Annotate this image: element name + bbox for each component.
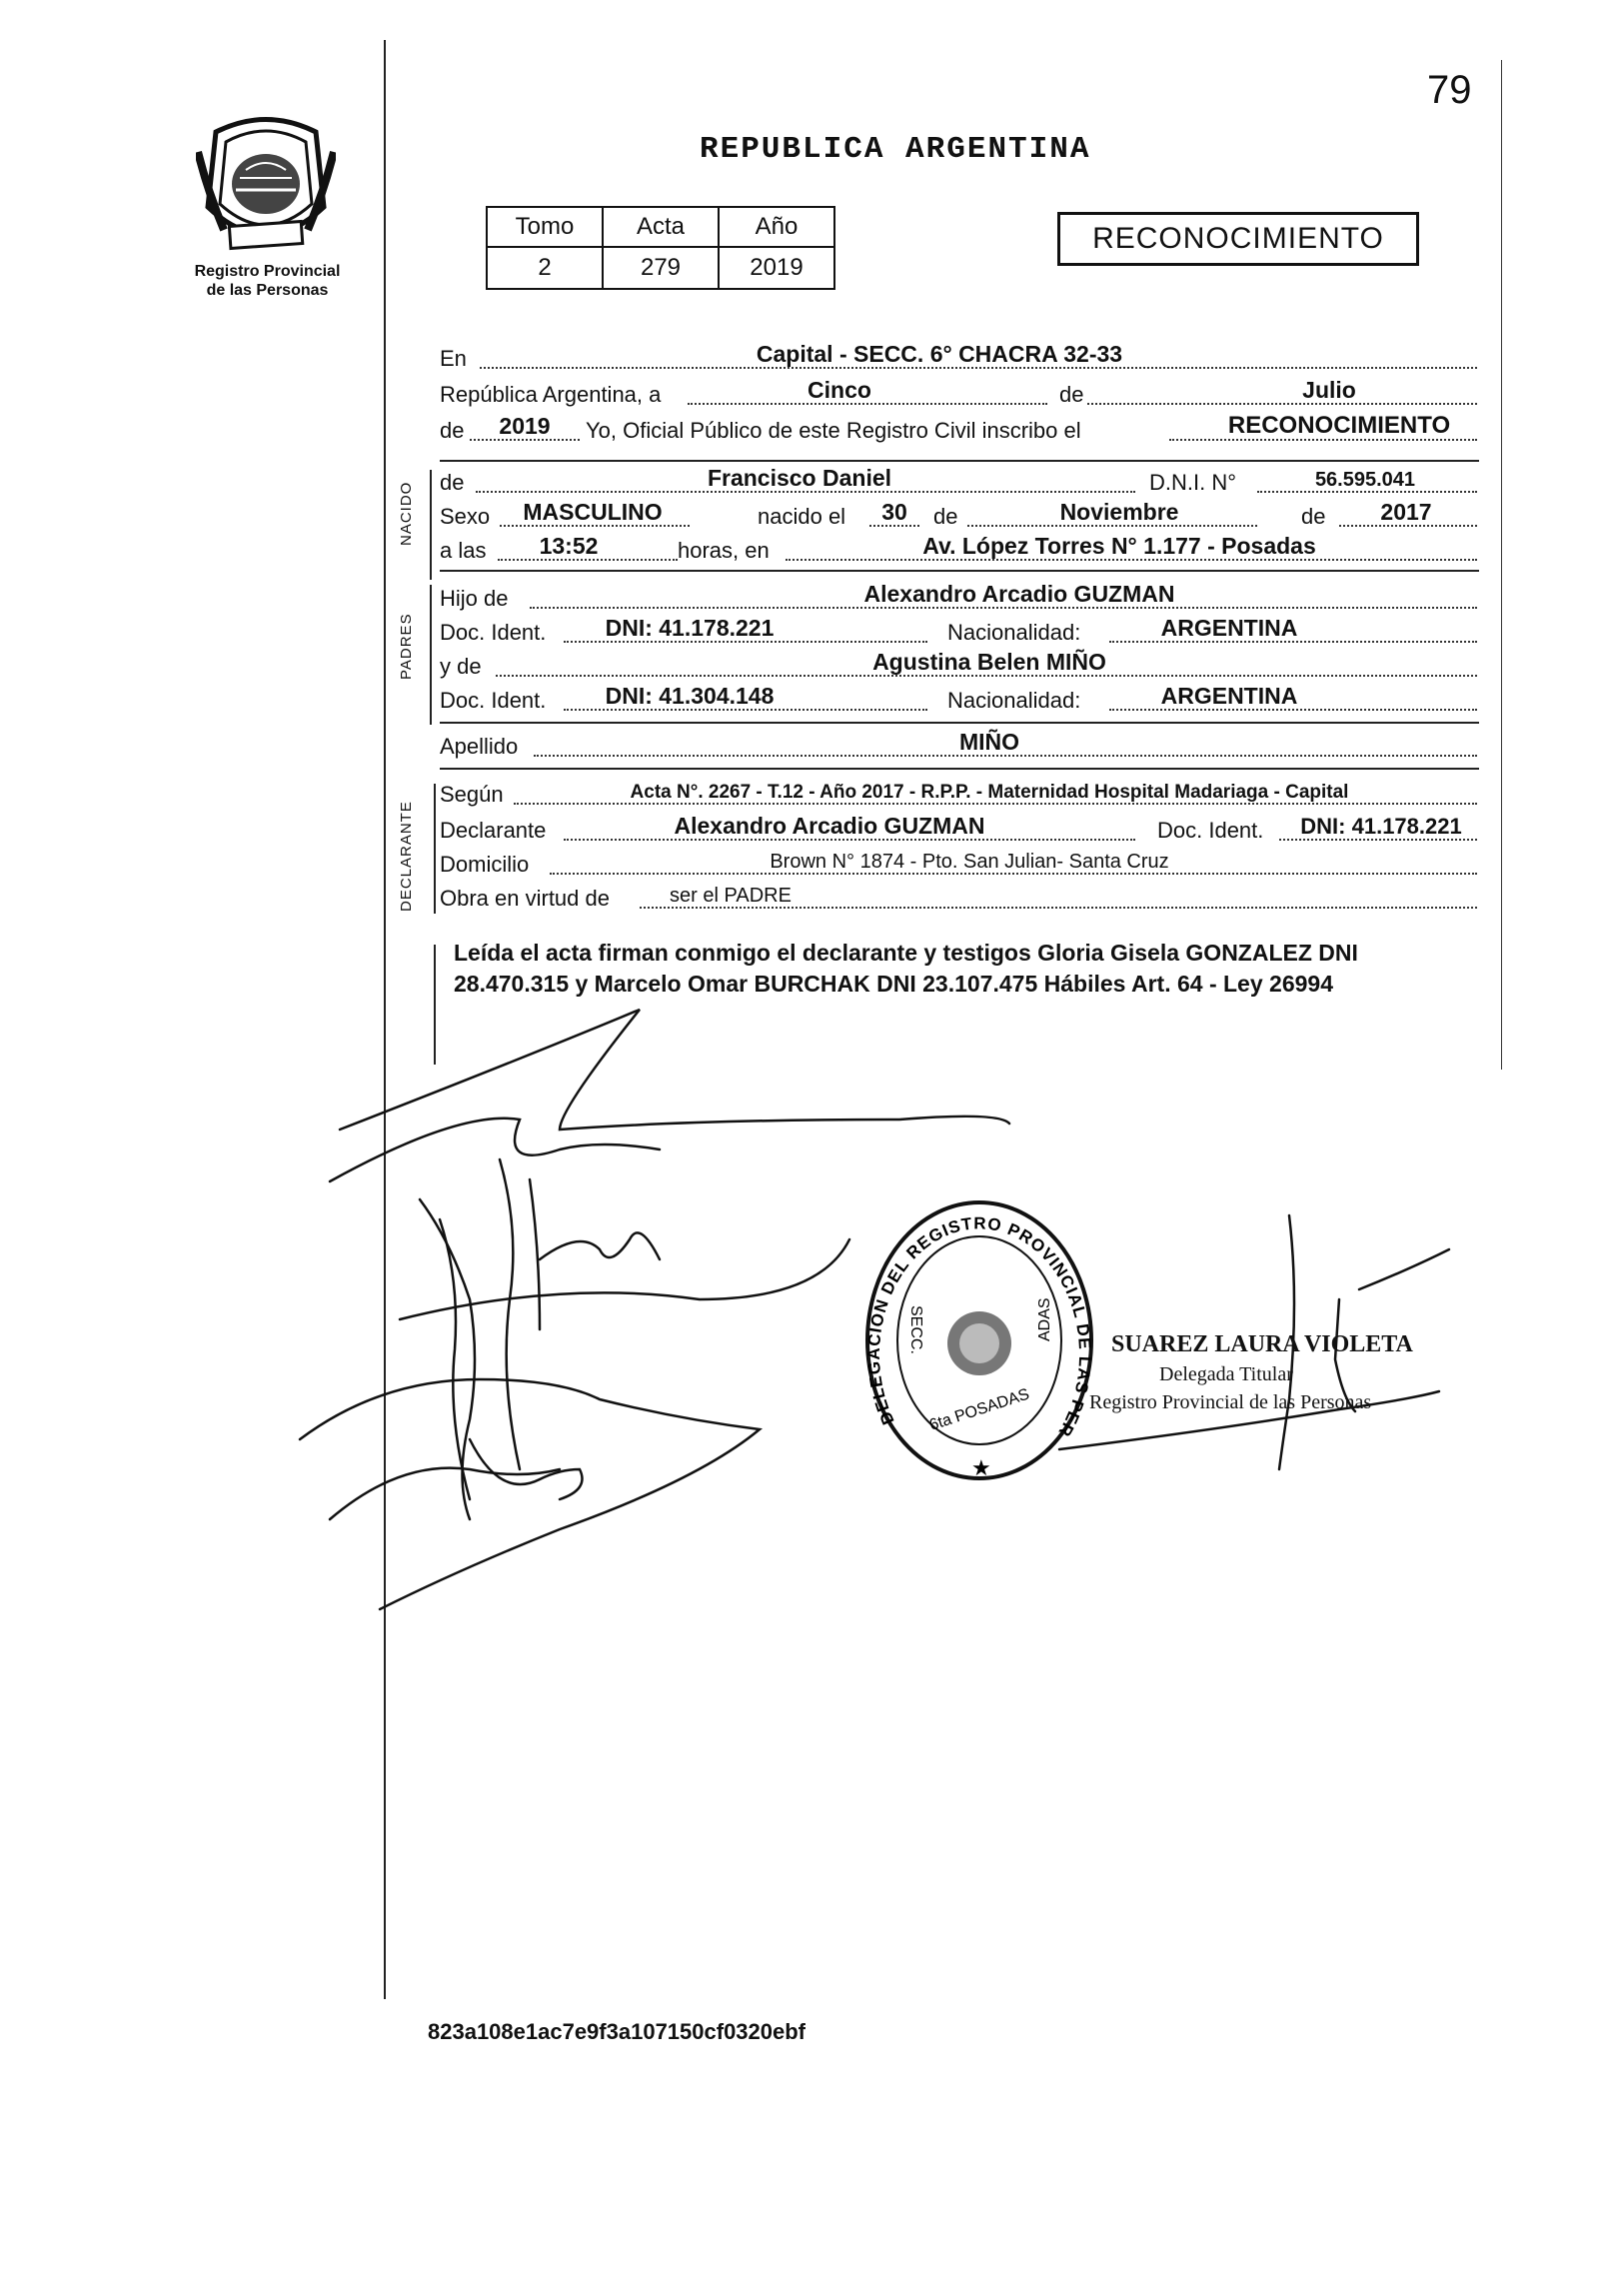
- label-doc-ident: Doc. Ident.: [1157, 818, 1264, 843]
- registry-caption: [180, 262, 355, 300]
- stamp-inner-left: SECC.: [907, 1305, 924, 1354]
- label-en: En: [440, 346, 467, 371]
- section-divider: [440, 722, 1479, 724]
- acta-value: 279: [603, 247, 719, 289]
- section-divider: [440, 768, 1479, 770]
- value-father-nationality: ARGENTINA: [1160, 615, 1298, 641]
- section-divider: [440, 460, 1479, 462]
- value-mother-doc: DNI: 41.304.148: [605, 683, 775, 709]
- row-mother: [440, 648, 1477, 682]
- value-child-dni: 56.595.041: [1314, 469, 1416, 491]
- value-segun: Acta N°. 2267 - T.12 - Año 2017 - R.P.P. - Maternidad Hospital Madariaga - Capital: [630, 782, 1349, 803]
- label-republica: República Argentina, a: [440, 382, 662, 407]
- value-birth-month: Noviembre: [1059, 499, 1179, 525]
- value-father-name: Alexandro Arcadio GUZMAN: [863, 581, 1175, 607]
- tomo-value: 2: [487, 247, 603, 289]
- row-surname: [440, 728, 1477, 762]
- form-left-rule: [434, 945, 436, 1065]
- label-domicilio: Domicilio: [440, 852, 530, 877]
- caption-line-1: Registro Provincial: [194, 263, 341, 280]
- label-nacionalidad: Nacionalidad:: [947, 688, 1081, 713]
- value-mother-name: Agustina Belen MIÑO: [872, 649, 1106, 675]
- label-horas: horas, en: [678, 538, 770, 563]
- row-declarant: [440, 812, 1477, 846]
- ano-header: Año: [719, 207, 834, 247]
- row-time-place: [440, 532, 1477, 566]
- row-place: [440, 340, 1477, 374]
- value-birth-day: 30: [881, 499, 907, 525]
- value-declarant-doc: DNI: 41.178.221: [1300, 814, 1462, 839]
- label-dni: D.N.I. N°: [1149, 470, 1237, 495]
- value-father-doc: DNI: 41.178.221: [605, 615, 775, 641]
- label-de: de: [933, 504, 958, 529]
- row-child: [440, 464, 1477, 498]
- row-father-doc: [440, 614, 1477, 648]
- value-sexo: MASCULINO: [523, 499, 663, 525]
- label-doc-ident: Doc. Ident.: [440, 620, 547, 645]
- row-sex: [440, 498, 1477, 532]
- label-de: de: [1301, 504, 1326, 529]
- value-birth-time: 13:52: [539, 533, 599, 559]
- row-oficial: [440, 412, 1477, 446]
- label-de: de: [440, 470, 465, 495]
- provincial-seal-icon: [196, 112, 336, 262]
- value-child-name: Francisco Daniel: [707, 465, 892, 491]
- value-mother-nationality: ARGENTINA: [1160, 683, 1298, 709]
- stamp-ring-text: DELEGACIÓN DEL REGISTRO PROVINCIAL DE LAS PER: [863, 1213, 1095, 1441]
- value-day: Cinco: [808, 377, 871, 403]
- tomo-header: Tomo: [487, 207, 603, 247]
- value-address: Brown N° 1874 - Pto. San Julian- Santa Cruz: [770, 851, 1169, 873]
- row-date: [440, 376, 1477, 410]
- value-month: Julio: [1302, 377, 1356, 403]
- row-virtue: [440, 880, 1477, 914]
- document-hash: 823a108e1ac7e9f3a107150cf0320ebf: [428, 2019, 807, 2044]
- label-de: de: [440, 418, 465, 443]
- official-registry: Registro Provincial de las Personas: [1089, 1391, 1372, 1413]
- label-declarante: Declarante: [440, 818, 547, 843]
- value-birth-place: Av. López Torres N° 1.177 - Posadas: [922, 533, 1316, 559]
- section-label-nacido: NACIDO: [398, 481, 415, 546]
- section-label-padres: PADRES: [398, 613, 415, 680]
- label-doc-ident: Doc. Ident.: [440, 688, 547, 713]
- section-divider: [440, 570, 1479, 572]
- acta-header: Acta: [603, 207, 719, 247]
- row-address: [440, 846, 1477, 880]
- label-de: de: [1059, 382, 1084, 407]
- document-heading: REPUBLICA ARGENTINA: [700, 132, 1091, 167]
- label-nacionalidad: Nacionalidad:: [947, 620, 1081, 645]
- official-name: SUAREZ LAURA VIOLETA: [1111, 1331, 1413, 1357]
- label-y-de: y de: [440, 654, 482, 679]
- label-a-las: a las: [440, 538, 487, 563]
- official-stamp: [859, 1195, 1099, 1485]
- value-year: 2019: [499, 413, 551, 439]
- page-number: 79: [1427, 68, 1472, 112]
- section-label-declarante: DECLARANTE: [398, 801, 415, 912]
- official-seal-icon: [859, 1195, 1099, 1485]
- right-edge-line: [1501, 60, 1502, 1070]
- value-surname: MIÑO: [958, 729, 1020, 755]
- label-sexo: Sexo: [440, 504, 491, 529]
- official-title: Delegada Titular: [1159, 1363, 1293, 1385]
- stamp-inner-bottom: 6ta POSADAS: [926, 1385, 1032, 1434]
- ano-value: 2019: [719, 247, 834, 289]
- form-left-rule: [434, 784, 436, 914]
- caption-line-2: de las Personas: [206, 282, 329, 299]
- star-icon: ★: [971, 1455, 991, 1480]
- label-obra: Obra en virtud de: [440, 886, 610, 911]
- value-birth-year: 2017: [1380, 499, 1432, 525]
- registry-table: [486, 206, 835, 290]
- row-segun: [440, 776, 1477, 810]
- closing-paragraph: Leída el acta firman conmigo el declarante y testigos Gloria Gisela GONZALEZ DNI 28.470.315 y Marcelo Omar BURCHAK DNI 23.107.475 Hábiles Art. 64 - Ley 26994: [454, 940, 1358, 997]
- label-apellido: Apellido: [440, 734, 519, 759]
- row-mother-doc: [440, 682, 1477, 716]
- stamp-inner-right: ADAS: [1036, 1297, 1053, 1341]
- label-nacido: nacido el: [758, 504, 846, 529]
- value-place: Capital - SECC. 6° CHACRA 32-33: [756, 341, 1123, 367]
- label-segun: Según: [440, 782, 504, 807]
- margin-line: [384, 40, 386, 1999]
- act-title-box: RECONOCIMIENTO: [1057, 212, 1419, 266]
- value-declarant-name: Alexandro Arcadio GUZMAN: [674, 813, 985, 839]
- value-act-type: RECONOCIMIENTO: [1227, 412, 1451, 439]
- form-left-rule: [430, 585, 432, 725]
- value-virtue: ser el PADRE: [670, 885, 792, 907]
- row-father: [440, 580, 1477, 614]
- label-hijo-de: Hijo de: [440, 586, 509, 611]
- form-left-rule: [430, 470, 432, 580]
- label-oficial: Yo, Oficial Público de este Registro Civil inscribo el: [586, 418, 1081, 443]
